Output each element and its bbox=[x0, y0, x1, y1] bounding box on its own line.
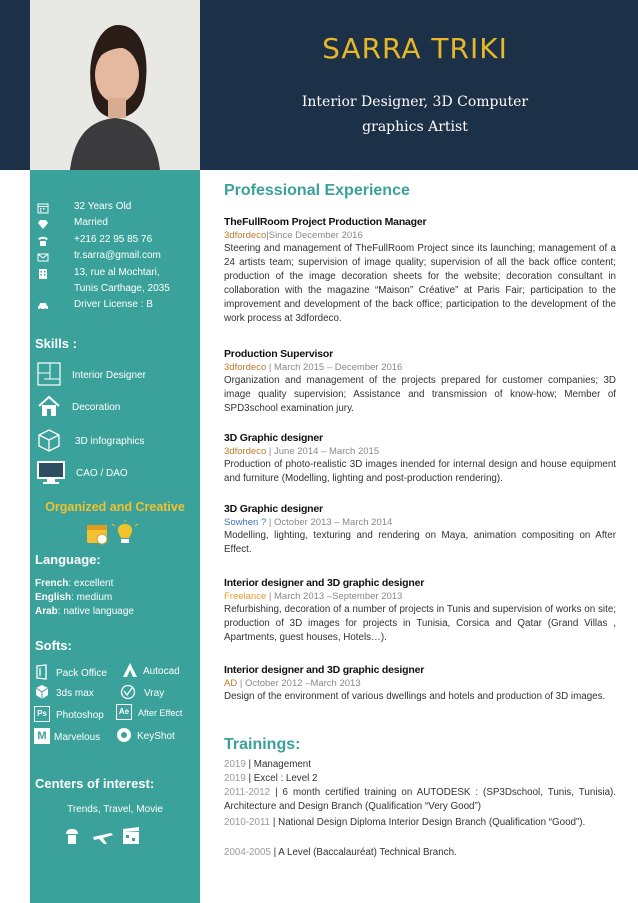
skill-label: Interior Designer bbox=[72, 370, 146, 381]
keyshot-icon bbox=[116, 727, 132, 743]
info-marital bbox=[30, 216, 200, 232]
job-period: | March 2015 – December 2016 bbox=[266, 362, 403, 373]
training-item bbox=[224, 816, 616, 830]
job-period: | October 2012 –March 2013 bbox=[237, 678, 361, 689]
soft-label: Photoshop bbox=[56, 710, 104, 721]
car-icon bbox=[37, 300, 49, 312]
info-email-text[interactable]: tr.sarra@gmail.com bbox=[74, 250, 161, 261]
language-level: : excellent bbox=[68, 578, 114, 589]
job-headline bbox=[235, 90, 595, 140]
sidebar bbox=[30, 170, 200, 903]
training-item bbox=[224, 846, 616, 860]
info-phone-text[interactable]: +216 22 95 85 76 bbox=[74, 234, 153, 245]
cube-icon bbox=[35, 426, 63, 454]
headline-line-2: graphics Artist bbox=[362, 119, 468, 135]
language-item bbox=[35, 606, 134, 617]
training-year: 2011-2012 bbox=[224, 787, 271, 798]
language-level: : native language bbox=[57, 606, 134, 617]
training-year: 2004-2005 bbox=[224, 847, 271, 858]
skill-item bbox=[30, 392, 200, 422]
skill-item bbox=[30, 360, 200, 390]
language-name: Arab bbox=[35, 606, 58, 617]
job-description: Steering and management of TheFullRoom Project since its launching; management of a 24 artists team; supervision of image quality; supervision of all the back office content; production of the image decoration sheets for the website; decoration consultant in collaboration with the magazine “Maison” Créative” at Paris Fair; participation to the improvement and development of the back office; participation to the development of the work process at 3dfordeco. bbox=[224, 243, 616, 324]
job-title: Interior designer and 3D graphic designer bbox=[224, 664, 425, 676]
info-license bbox=[30, 298, 200, 314]
info-age-text: 32 Years Old bbox=[74, 201, 132, 212]
info-address bbox=[30, 266, 200, 282]
training-text: | 6 month certified training on AUTODESK : (SP3Dschool, Tunis, Tunisia). Architecture and Design Branch (Qualification “Very Good”) bbox=[224, 787, 616, 812]
training-text: | A Level (Baccalauréat) Technical Branch. bbox=[270, 847, 457, 858]
trainings-heading: Trainings: bbox=[224, 736, 301, 753]
job-period: |Since December 2016 bbox=[266, 230, 363, 241]
3dsmax-icon bbox=[34, 684, 50, 700]
skills-heading: Skills : bbox=[35, 336, 77, 351]
job-period: | March 2013 –September 2013 bbox=[266, 591, 403, 602]
skill-label: Decoration bbox=[72, 402, 121, 413]
house-icon bbox=[35, 392, 63, 420]
info-license-text: Driver License : B bbox=[74, 299, 153, 310]
soft-label: Vray bbox=[144, 688, 165, 699]
info-address-line1: 13, rue al Mochtari, bbox=[74, 267, 160, 278]
skill-label: CAO / DAO bbox=[76, 468, 128, 479]
job-company: Freelance bbox=[224, 591, 267, 602]
soft-label: After Effect bbox=[138, 708, 183, 718]
training-item bbox=[224, 758, 616, 772]
job-title: TheFullRoom Project Production Manager bbox=[224, 216, 427, 228]
skill-item bbox=[30, 458, 200, 488]
training-text: | Excel : Level 2 bbox=[245, 773, 318, 784]
vray-icon bbox=[120, 684, 136, 700]
job-description: Design of the environment of various dwellings and hotels and production of 3D images. bbox=[224, 691, 606, 702]
info-address-2 bbox=[30, 282, 200, 298]
training-item bbox=[224, 772, 616, 786]
job-period: | June 2014 – March 2015 bbox=[266, 446, 380, 457]
soft-label: 3ds max bbox=[56, 688, 94, 699]
soft-label: KeyShot bbox=[137, 731, 175, 742]
job-entry bbox=[224, 348, 616, 416]
calendar-icon bbox=[37, 202, 49, 214]
training-text: | Management bbox=[245, 759, 311, 770]
job-meta bbox=[224, 446, 616, 457]
profile-photo bbox=[30, 0, 200, 170]
job-entry bbox=[224, 577, 616, 645]
soft-label: Pack Office bbox=[56, 668, 107, 679]
language-name: English bbox=[35, 592, 72, 603]
building-icon bbox=[37, 268, 49, 280]
language-item bbox=[35, 592, 112, 603]
floorplan-icon bbox=[35, 360, 63, 388]
soft-label: Marvelous bbox=[54, 732, 101, 743]
marvelous-icon: M bbox=[34, 728, 50, 744]
photoshop-icon: Ps bbox=[34, 706, 50, 722]
job-entry bbox=[224, 664, 616, 704]
job-title: Production Supervisor bbox=[224, 348, 333, 360]
job-description: Refurbishing, decoration of a number of projects in Tunis and supervision of works on site; production of 3D images for projects in Tunisia, Corsica and Qatar (Grand Villas , Apartments, guest houses, Hotels…). bbox=[224, 604, 616, 643]
info-phone bbox=[30, 233, 200, 249]
airplane-icon bbox=[93, 833, 113, 844]
monitor-icon bbox=[35, 458, 67, 486]
organized-creative-label: Organized and Creative bbox=[45, 500, 185, 514]
hat-icon bbox=[66, 829, 78, 844]
training-year: 2010-2011 bbox=[224, 817, 271, 828]
job-meta bbox=[224, 517, 616, 528]
header-band bbox=[0, 0, 638, 170]
job-company: AD bbox=[224, 678, 238, 689]
training-year: 2019 bbox=[224, 773, 246, 784]
job-description: Production of photo-realistic 3D images inended for internal design and house equipment and furniture (Modelling, lighting and post-production rendering). bbox=[224, 459, 616, 484]
job-meta bbox=[224, 591, 616, 602]
language-name: French bbox=[35, 578, 69, 589]
job-title: Interior designer and 3D graphic designer bbox=[224, 577, 425, 589]
autocad-icon bbox=[122, 662, 138, 678]
language-level: : medium bbox=[71, 592, 113, 603]
interests-icons bbox=[63, 826, 163, 846]
rings-icon bbox=[37, 218, 49, 230]
job-company: Sowhen ? bbox=[224, 517, 267, 528]
info-marital-text: Married bbox=[74, 217, 108, 228]
training-text: | National Design Diploma Interior Design Branch (Qualification “Good”). bbox=[270, 817, 586, 828]
headline-line-1: Interior Designer, 3D Computer bbox=[301, 94, 529, 110]
softs-heading: Softs: bbox=[35, 638, 72, 653]
person-name: SARRA TRIKI bbox=[322, 32, 508, 65]
aftereffects-icon: Ae bbox=[116, 704, 132, 720]
job-company: 3dfordeco bbox=[224, 446, 267, 457]
calendar-lightbulb-icon bbox=[85, 520, 145, 546]
training-year: 2019 bbox=[224, 759, 246, 770]
job-title: 3D Graphic designer bbox=[224, 503, 323, 515]
job-entry bbox=[224, 432, 616, 486]
skill-label: 3D infographics bbox=[75, 436, 145, 447]
job-company: 3dfordeco bbox=[224, 362, 267, 373]
job-description: Organization and management of the projects prepared for customer companies; 3D image quality supervision; Assistance and transmission of know-how; Member of SPD3school examination jury. bbox=[224, 375, 616, 414]
envelope-icon bbox=[37, 251, 49, 263]
clapperboard-icon bbox=[123, 827, 139, 844]
soft-label: Autocad bbox=[143, 666, 180, 677]
info-email bbox=[30, 249, 200, 265]
interests-heading: Centers of interest: bbox=[35, 776, 155, 791]
training-item bbox=[224, 786, 616, 814]
phone-icon bbox=[37, 235, 49, 247]
job-meta bbox=[224, 362, 616, 373]
office-icon bbox=[34, 664, 50, 680]
language-item bbox=[35, 578, 113, 589]
info-age bbox=[30, 200, 200, 216]
job-meta bbox=[224, 678, 616, 689]
job-meta bbox=[224, 230, 616, 241]
job-company: 3dfordeco bbox=[224, 230, 267, 241]
interests-list: Trends, Travel, Movie bbox=[67, 804, 163, 815]
job-entry bbox=[224, 503, 616, 557]
experience-heading: Professional Experience bbox=[224, 182, 410, 199]
info-address-line2: Tunis Carthage, 2035 bbox=[74, 283, 170, 294]
job-period: | October 2013 – March 2014 bbox=[266, 517, 393, 528]
language-heading: Language: bbox=[35, 552, 101, 567]
job-title: 3D Graphic designer bbox=[224, 432, 323, 444]
job-entry bbox=[224, 216, 616, 326]
job-description: Modelling, lighting, texturing and rendering on Maya, animation compositing on After Effect. bbox=[224, 530, 616, 555]
skill-item bbox=[30, 426, 200, 456]
